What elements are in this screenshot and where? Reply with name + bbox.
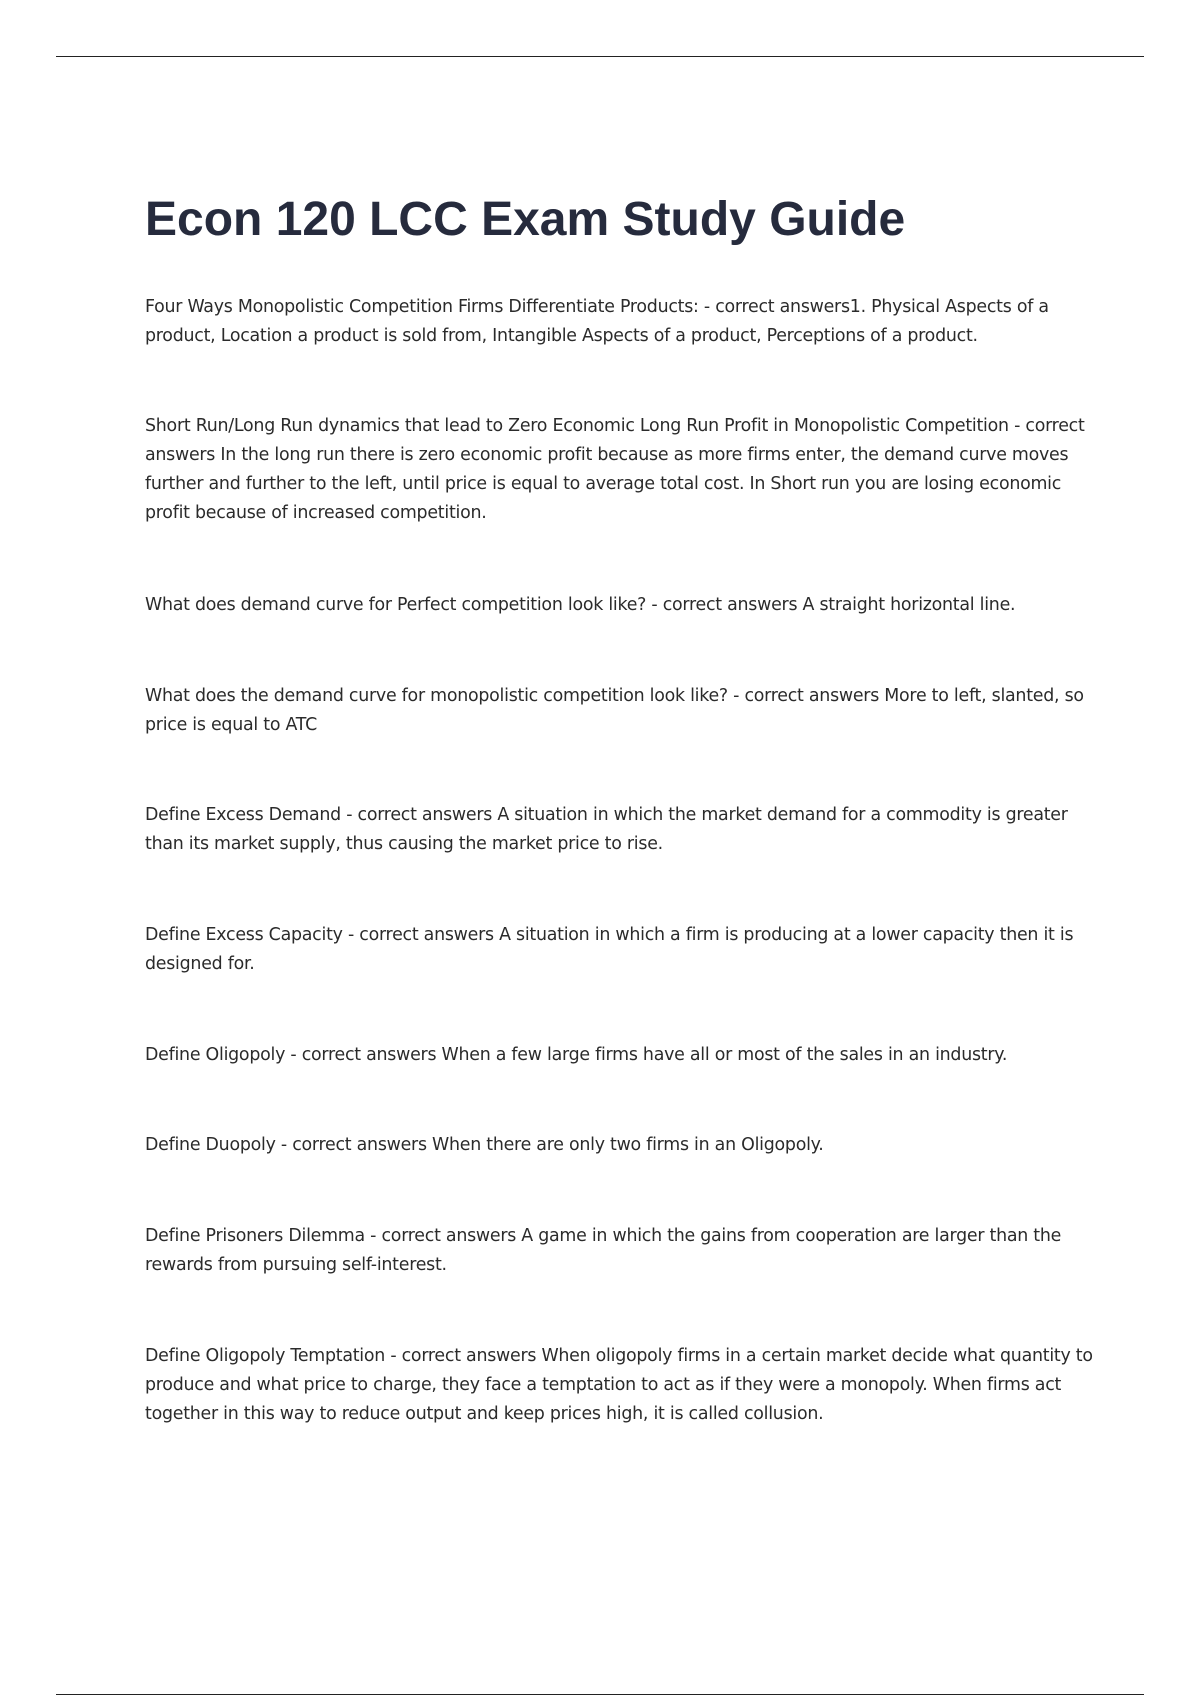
top-divider xyxy=(56,56,1144,57)
study-entry: Define Prisoners Dilemma - correct answers A game in which the gains from cooperation are larger than the rewards from pursuing self-interest. xyxy=(145,1226,1062,1275)
study-entry: What does demand curve for Perfect competition look like? - correct answers A straight horizontal line. xyxy=(145,595,1016,615)
study-entry: Short Run/Long Run dynamics that lead to Zero Economic Long Run Profit in Monopolistic Competition - correct answers In the long run there is zero economic profit because as more firms enter, the demand curve moves further and further to the left, until price is equal to average total cost. In Short run you are losing economic profit because of increased competition. xyxy=(145,416,1085,523)
study-entry: Define Duopoly - correct answers When there are only two firms in an Oligopoly. xyxy=(145,1135,824,1155)
study-entry: Define Oligopoly - correct answers When a few large firms have all or most of the sales in an industry. xyxy=(145,1045,1008,1065)
study-entry: What does the demand curve for monopolistic competition look like? - correct answers More to left, slanted, so price is equal to ATC xyxy=(145,686,1084,735)
study-entry: Four Ways Monopolistic Competition Firms Differentiate Products: - correct answers1. Physical Aspects of a product, Location a product is sold from, Intangible Aspects of a product, Perceptions of a product. xyxy=(145,297,1049,346)
study-entry: Define Excess Demand - correct answers A situation in which the market demand for a commodity is greater than its market supply, thus causing the market price to rise. xyxy=(145,805,1068,854)
bottom-divider xyxy=(56,1694,1144,1695)
page-title: Econ 120 LCC Exam Study Guide xyxy=(145,193,906,246)
study-entry: Define Excess Capacity - correct answers A situation in which a firm is producing at a lower capacity then it is designed for. xyxy=(145,925,1074,974)
study-entry: Define Oligopoly Temptation - correct answers When oligopoly firms in a certain market decide what quantity to produce and what price to charge, they face a temptation to act as if they were a monopoly. When firms act together in this way to reduce output and keep prices high, it is called collusion. xyxy=(145,1346,1093,1424)
